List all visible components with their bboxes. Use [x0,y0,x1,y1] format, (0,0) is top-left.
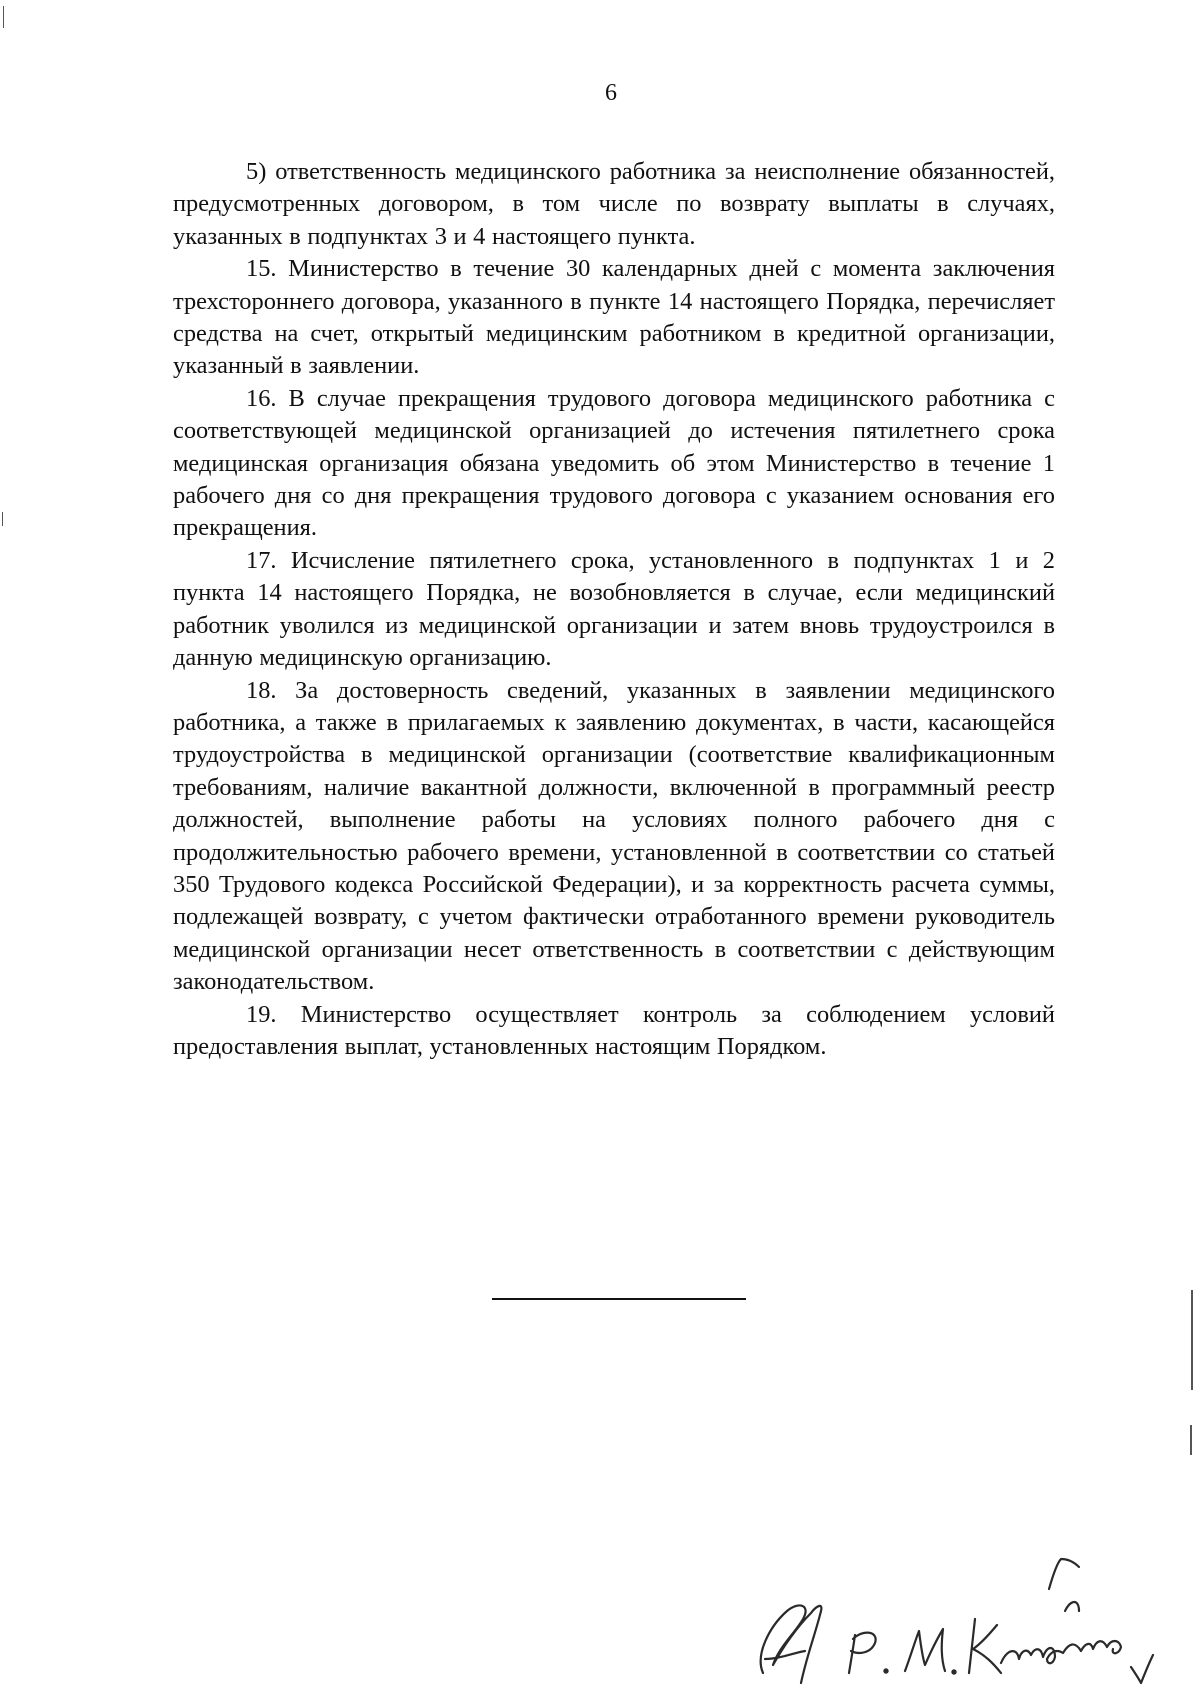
paragraph-18-data-accuracy: 18. За достоверность сведений, указанных в заявлении медицинского работника, а также в прилагаемых к заявлению документах, в части, касающейся трудоустройства в медицинской организации (соответствие квалификационным требованиям, наличие вакантной должности, включенной в программный реестр должностей, выполнение работы на условиях полного рабочего дня с продолжительностью рабочего времени, установленной в соответствии со статьей 350 Трудового кодекса Российской Федерации), и за корректность расчета суммы, подлежащей возврату, с учетом фактически отработанного времени руководитель медицинской организации несет ответственность в соответствии с действующим законодательством. [173,676,1055,996]
page-number: 6 [605,80,617,106]
scan-edge-mark [1191,1290,1193,1390]
paragraph-item-5-responsibility: 5) ответственность медицинского работника за неисполнение обязанностей, предусмотренных договором, в том числе по возврату выплаты в случаях, указанных в подпунктах 3 и 4 настоящего пункта. [173,158,1055,250]
paragraph-19-control: 19. Министерство осуществляет контроль за соблюдением условий предоставления выплат, установленных настоящим Порядком. [173,1000,1055,1060]
handwritten-signature [735,1555,1155,1690]
paragraph-17-term-calculation: 17. Исчисление пятилетнего срока, установленного в подпунктах 1 и 2 пункта 14 настоящего Порядка, не возобновляется в случае, если медицинский работник уволился из медицинской организации и затем вновь трудоустроился в данную медицинскую организацию. [173,546,1055,672]
document-body [173,156,1055,1063]
end-of-document-rule [492,1298,746,1300]
paragraph-16-termination-notice: 16. В случае прекращения трудового договора медицинского работника с соответствующей медицинской организацией до истечения пятилетнего срока медицинская организация обязана уведомить об этом Министерство в течение 1 рабочего дня со дня прекращения трудового договора с указанием основания его прекращения. [173,384,1055,542]
paragraph-15-transfer-of-funds: 15. Министерство в течение 30 календарных дней с момента заключения трехстороннего договора, указанного в пункте 14 настоящего Порядка, перечисляет средства на счет, открытый медицинским работником в кредитной организации, указанный в заявлении. [173,255,1055,380]
scan-edge-mark [3,6,4,28]
scan-edge-mark [1190,1425,1192,1455]
scan-edge-mark [2,512,3,526]
